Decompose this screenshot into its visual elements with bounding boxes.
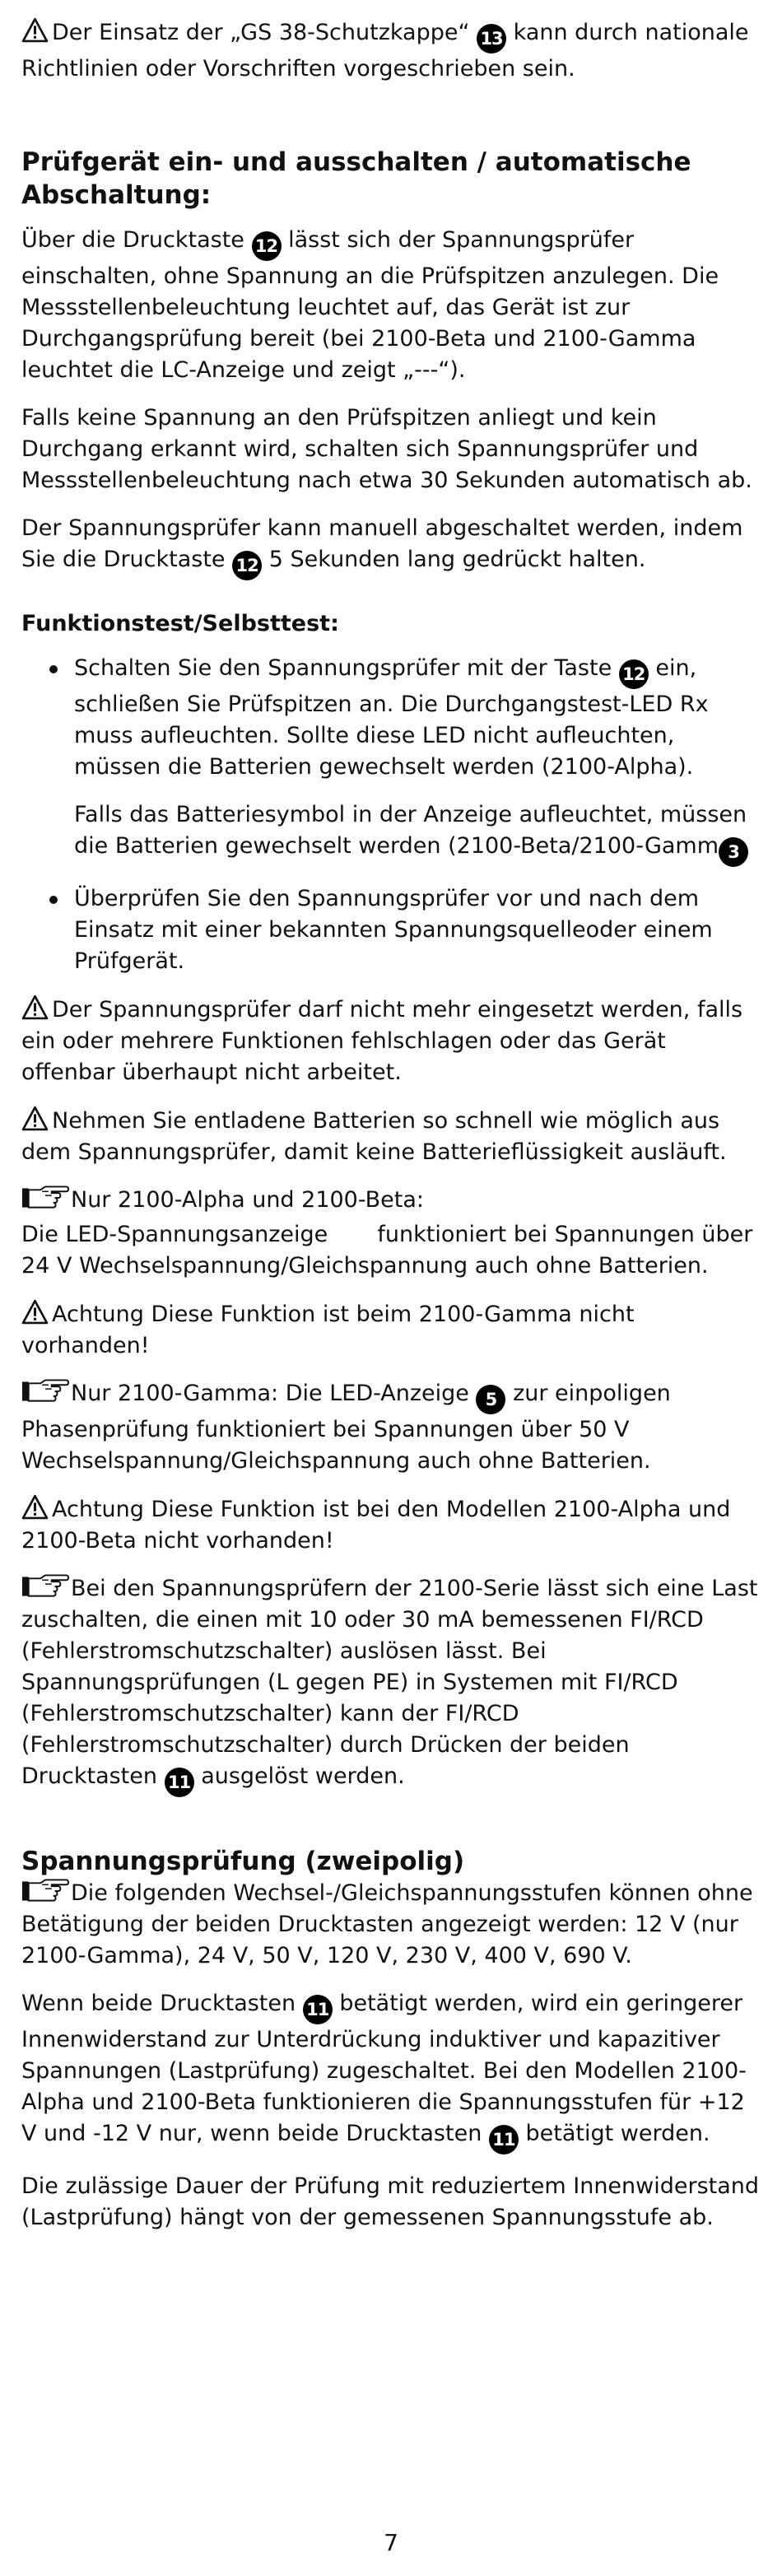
pointing-hand-icon — [21, 1378, 69, 1404]
para-switch-on-pre: Über die Drucktaste — [21, 227, 244, 253]
warning-icon — [21, 1493, 49, 1521]
warning-malfunction-text: Der Spannungsprüfer darf nicht mehr eingesetzt werden, falls ein oder mehrere Funktionen fehlschlagen oder das Gerät offenbar überhaupt nicht arbeitet. — [21, 997, 743, 1085]
warning-gamma-missing-text: Achtung Diese Funktion ist beim 2100-Gamma nicht vorhanden! — [21, 1302, 635, 1358]
callout-13: 13 — [477, 24, 506, 54]
functest-item-1-sub — [74, 799, 762, 867]
warning-gamma-missing — [21, 1298, 762, 1362]
functest-item-1-post: ein, schließen Sie Prüfspitzen an. Die Durchgangstest-LED Rx muss aufleuchten. Sollte diese LED nicht aufleuchten, müssen die Batterien gewechselt werden (2100-Alpha). — [74, 655, 709, 780]
para-switch-on-post: lässt sich der Spannungsprüfer einschalten, ohne Spannung an die Prüfspitzen anzulegen. Die Messstellenbeleuchtung leuchtet auf, das Gerät ist zur Durchgangsprüfung bereit (bei 2100-Beta und 2100-Gamma leuchtet die LC-Anzeige und zeigt „---“). — [21, 227, 719, 383]
callout-11: 11 — [165, 1768, 194, 1797]
functest-item-1-pre: Schalten Sie den Spannungsprüfer mit der Taste — [74, 655, 612, 681]
warning-icon — [21, 994, 49, 1021]
warning-batteries — [21, 1105, 762, 1168]
para-load-test-pre: Wenn beide Drucktasten — [21, 1991, 296, 2016]
note-gamma-post: zur einpoligen Phasenprüfung funktioniert bei Spannungen über 50 V Wechselspannung/Gleichspannung auch ohne Batterien. — [21, 1381, 671, 1474]
heading-voltage-test: Spannungsprüfung (zweipolig) — [21, 1847, 465, 1876]
callout-12: 12 — [619, 659, 649, 689]
callout-11: 11 — [489, 2125, 519, 2154]
warning-alpha-beta-missing-text: Achtung Diese Funktion ist bei den Modellen 2100-Alpha und 2100-Beta nicht vorhanden! — [21, 1497, 731, 1554]
warning-gs38-text-pre: Der Einsatz der „GS 38-Schutzkappe“ — [52, 20, 470, 45]
warning-alpha-beta-missing — [21, 1493, 762, 1557]
note-rcd-pre: Bei den Spannungsprüfern der 2100-Serie lässt sich eine Last zuschalten, die einen mit 10 oder 30 mA bemessenen FI/RCD (Fehlerstromschutzschalter) auslösen lässt. Bei Spannungsprüfungen (L gegen PE) in Systemen mit FI/RCD (Fehlerstromschutzschalter) kann der FI/RCD (Fehlerstromschutzschalter) durch Drücken der beiden Drucktasten — [21, 1576, 758, 1789]
note-voltage-stages-text: Die folgenden Wechsel-/Gleichspannungsstufen können ohne Betätigung der beiden Drucktasten angezeigt werden: 12 V (nur 2100-Gamma), 24 V, 50 V, 120 V, 230 V, 400 V, 690 V. — [21, 1880, 753, 1968]
warning-malfunction — [21, 994, 762, 1088]
para-duration: Die zulässige Dauer der Prüfung mit reduziertem Innenwiderstand (Lastprüfung) hängt von der gemessenen Spannungsstufe ab. — [21, 2173, 760, 2230]
heading-functest: Funktionstest/Selbsttest: — [21, 611, 339, 636]
functest-item-2: Überprüfen Sie den Spannungsprüfer vor und nach dem Einsatz mit einer bekannten Spannungsquelleoder einem Prüfgerät. — [74, 886, 713, 974]
list-item — [21, 883, 762, 977]
callout-3: 3 — [719, 837, 748, 867]
note-gamma-pre: Nur 2100-Gamma: Die LED-Anzeige — [71, 1381, 469, 1406]
para-load-test-mid: betätigt werden, wird ein geringerer Innenwiderstand zur Unterdrückung induktiver und kapazitiver Spannungen (Lastprüfung) zugeschaltet. Bei den Modellen 2100-Alpha und 2100-Beta funktionieren die Spannungsstufen für +12 V und -12 V nur, wenn beide Drucktasten — [21, 1991, 747, 2146]
para-load-test — [21, 1988, 762, 2154]
warning-icon — [21, 16, 49, 44]
warning-gs38-text-post: kann durch nationale Richtlinien oder Vorschriften vorgeschrieben sein. — [21, 20, 749, 82]
note-gamma — [21, 1378, 762, 1477]
para-switch-on — [21, 225, 762, 386]
callout-11: 11 — [303, 1995, 333, 2024]
note-voltage-stages — [21, 1878, 762, 1972]
callout-12: 12 — [252, 231, 282, 261]
functest-list — [21, 653, 762, 977]
list-item — [21, 653, 762, 867]
bullet-dot — [49, 896, 58, 904]
note-alpha-beta-head-text: Nur 2100-Alpha und 2100-Beta: — [71, 1187, 425, 1213]
para-manual-off — [21, 513, 762, 580]
heading-on-off: Prüfgerät ein- und ausschalten / automatische Abschaltung: — [21, 147, 691, 210]
warning-icon — [21, 1105, 49, 1132]
note-alpha-beta-head — [21, 1185, 762, 1216]
para-auto-off: Falls keine Spannung an den Prüfspitzen anliegt und kein Durchgang erkannt wird, schalten sich Spannungsprüfer und Messstellenbeleuchtung nach etwa 30 Sekunden automatisch ab. — [21, 405, 752, 493]
warning-gs38 — [21, 16, 762, 85]
para-load-test-post: betätigt werden. — [525, 2121, 710, 2146]
warning-icon — [21, 1298, 49, 1325]
warning-batteries-text: Nehmen Sie entladene Batterien so schnell wie möglich aus dem Spannungsprüfer, damit keine Batterieflüssigkeit ausläuft. — [21, 1108, 727, 1165]
note-rcd — [21, 1573, 762, 1797]
pointing-hand-icon — [21, 1878, 69, 1904]
bullet-dot — [49, 665, 58, 673]
pointing-hand-icon — [21, 1573, 69, 1600]
note-rcd-post: ausgelöst werden. — [201, 1763, 405, 1789]
para-manual-off-pre: Der Spannungsprüfer kann manuell abgeschaltet werden, indem Sie die Drucktaste — [21, 515, 743, 572]
functest-item-1-sub-text: Falls das Batteriesymbol in der Anzeige aufleuchtet, müssen die Batterien gewechselt werden (2100-Beta/2100-Gamm — [74, 802, 747, 859]
callout-5: 5 — [476, 1385, 505, 1414]
para-manual-off-post: 5 Sekunden lang gedrückt halten. — [268, 547, 646, 572]
note-alpha-beta-body: Die LED-Spannungsanzeige funktioniert bei Spannungen über 24 V Wechselspannung/Gleichspannung auch ohne Batterien. — [21, 1222, 760, 1279]
pointing-hand-icon — [21, 1185, 69, 1211]
callout-12: 12 — [232, 551, 262, 580]
page-number: 7 — [384, 2529, 398, 2556]
manual-page — [21, 16, 762, 2234]
